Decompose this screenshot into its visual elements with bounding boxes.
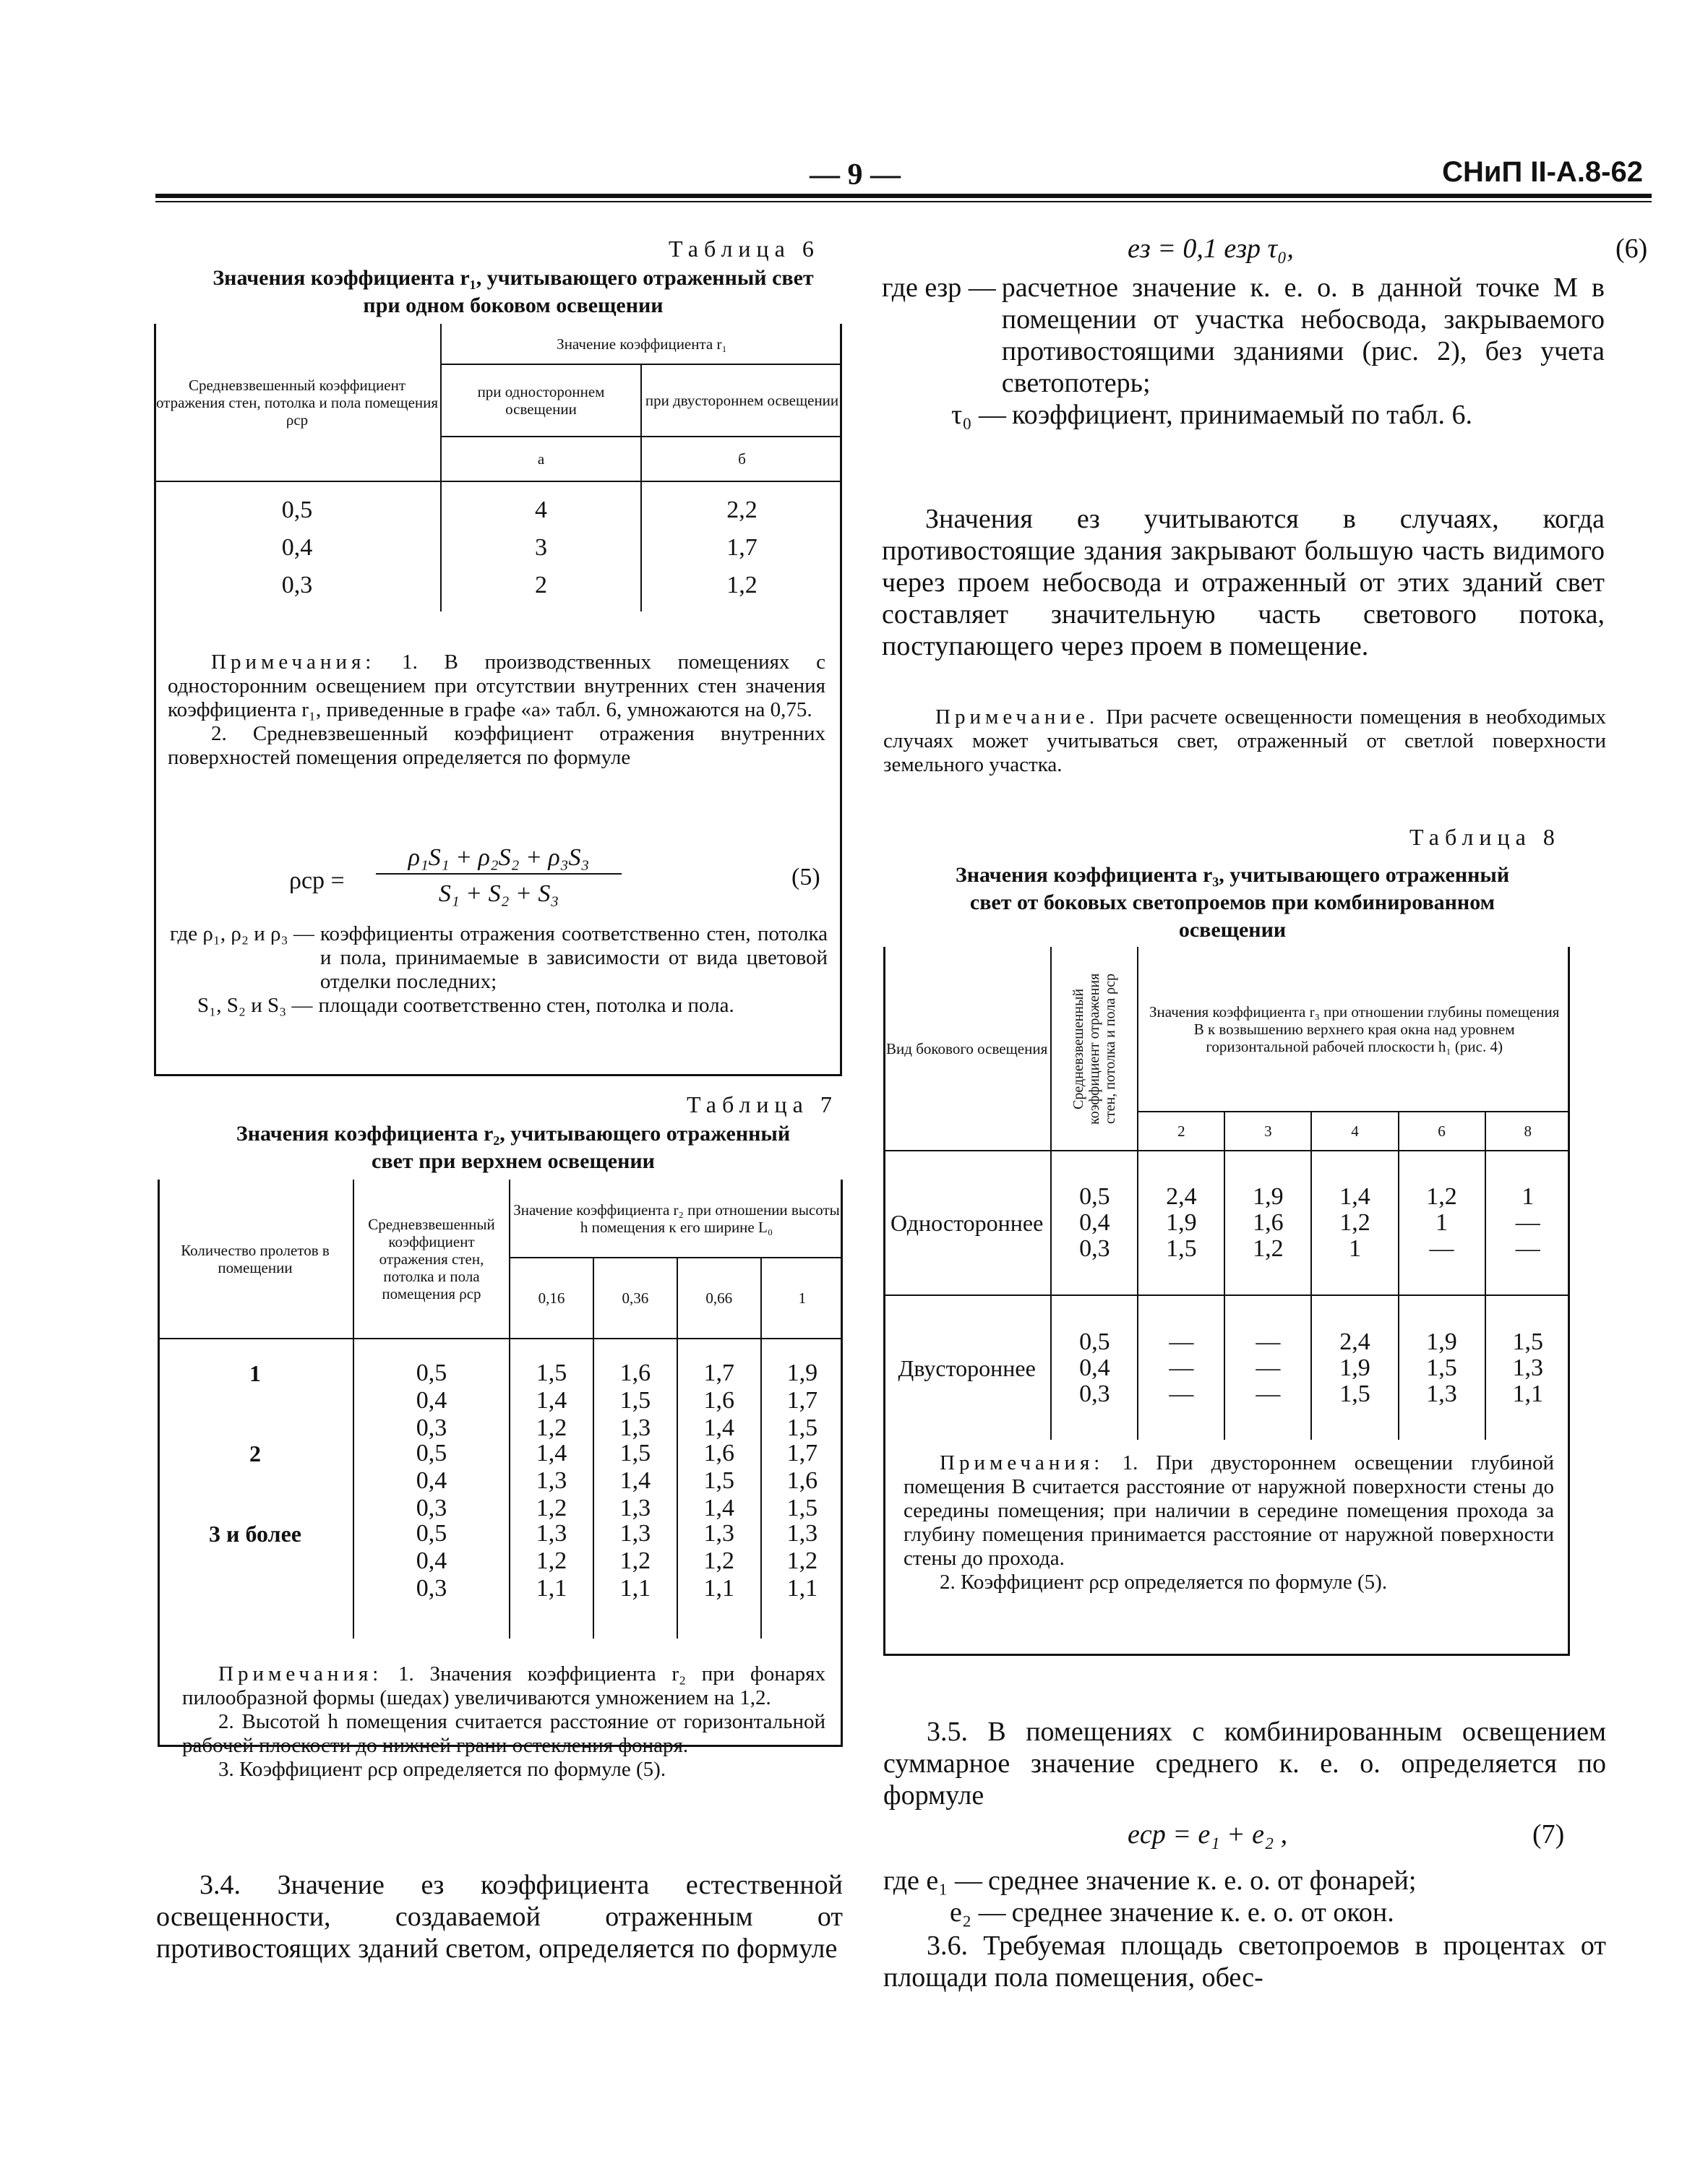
table7-ratio-2: 0,66 [677,1258,761,1339]
table7-value: 1,4 [619,1467,651,1494]
table7-rho-g2-2: 0,3 [416,1575,447,1602]
where7-term2: e₂ — [950,1897,1006,1928]
table8-g1-col-1 [1224,1295,1311,1440]
where7-desc2: среднее значение к. е. о. от окон. [1011,1897,1394,1928]
table8-value: 1,9 [1253,1183,1284,1210]
table7-value: 1,2 [536,1495,567,1521]
table7-value: 1,2 [536,1414,567,1441]
table8-value: 1,9 [1166,1209,1197,1236]
table8-value: 1,9 [1339,1354,1370,1381]
table8-value: 1,5 [1426,1354,1457,1381]
table8-ratio-0: 2 [1138,1112,1224,1151]
table8-value: 1,4 [1339,1183,1370,1210]
table7-rho-g0-1: 0,4 [416,1387,447,1414]
table8-rho-g1-0: 0,5 [1079,1328,1110,1355]
paragraph-3-5: 3.5. В помещениях с комбинированным освещением суммарное значение среднего к. е. о. определяется по формуле [883,1717,1606,1811]
table6-title: Значения коэффициента r₁, учитывающего отраженный свет при одном боковом освещении [213,266,814,317]
table8-g0-col-2 [1311,1151,1398,1295]
table8-rho-g1-1: 0,4 [1079,1354,1110,1381]
table7-value: 1,6 [786,1467,818,1494]
table7-value: 1,6 [619,1360,651,1386]
table8-g1-col-4 [1485,1295,1570,1440]
table8-value: 1,3 [1426,1380,1457,1407]
table8-value: — [1169,1354,1194,1381]
table7-spans-2: 3 и более [209,1521,301,1547]
table7-col-0 [510,1339,593,1639]
table7-value: 1,5 [619,1440,651,1467]
table6-b-1: 1,7 [726,534,758,561]
paragraph-3-6: 3.6. Требуемая площадь светопроемов в процентах от площади пола помещения, обес- [883,1931,1606,1993]
table7 [158,1180,843,1639]
table7-value: 1,4 [703,1495,734,1521]
paragraph-e3: Значения eз учитываются в случаях, когда противостоящие здания закрывают большую часть видимого через проем небосвода и отраженный от этих зданий свет составляет значительную часть светового потока, поступающего через проем в помещение. [882,504,1605,661]
formula5-denominator: S₁ + S₂ + S₃ [438,880,559,907]
table6-b-2: 1,2 [726,572,758,598]
table6-note1: 1. В производственных помещениях с односторонним освещением при отсутствии внутренних стен значения коэффициента r₁, приведенные в графе «а» табл. 6, умножаются на 0,75. [168,650,826,721]
table7-rho-g0-2: 0,3 [416,1414,447,1441]
table8-value: — [1256,1328,1281,1355]
where6-desc2: коэффициент, принимаемый по табл. 6. [1012,400,1472,430]
where6-term1: где eзр — [882,272,996,303]
table7-note3: 3. Коэффициент ρср определяется по формуле (5). [218,1758,666,1781]
table8-value: 1,2 [1253,1235,1284,1262]
table8-note2: 2. Коэффициент ρср определяется по формуле (5). [940,1571,1388,1594]
table6-rho-1: 0,4 [281,534,313,561]
table7-rho-g0-0: 0,5 [416,1360,447,1386]
table7-value: 1,1 [703,1575,734,1602]
table8-value: — [1256,1380,1281,1407]
table8-value: 1,5 [1166,1235,1197,1262]
table6-a-0: 4 [535,497,547,523]
table8-g0-col-4 [1485,1151,1570,1295]
where1-term: где ρ₁, ρ₂ и ρ₃ — [170,922,314,945]
header-rule [155,194,1652,198]
table6-col-a-sub: а [441,437,641,481]
table8-rho-g1-2: 0,3 [1079,1380,1110,1407]
formula7-number: (7) [1532,1819,1565,1850]
table7-value: 1,2 [536,1547,567,1574]
table7-value: 1,3 [619,1414,651,1441]
formula5-numerator: ρ₁S₁ + ρ₂S₂ + ρ₃S₃ [376,844,622,875]
table8 [883,947,1570,1440]
table8-g0-col-3 [1399,1151,1485,1295]
table7-value: 1,3 [786,1520,818,1547]
table7-value: 1,1 [536,1575,567,1602]
table8-ratio-1: 3 [1224,1112,1311,1151]
table7-value: 1,3 [619,1495,651,1521]
table7-value: 1,5 [536,1360,567,1386]
header-rule-thin [155,201,1652,202]
table8-value: — [1515,1235,1540,1262]
table7-value: 1,4 [536,1387,567,1414]
right-note-text: При расчете освещенности помещения в необходимых случаях может учитываться свет, отраженный от светлой поверхности земельного участка. [883,705,1606,776]
table7-rho-g2-1: 0,4 [416,1547,447,1574]
paragraph-3-4: 3.4. Значение eз коэффициента естественной освещенности, создаваемой отраженным от противостоящих зданий светом, определяется по формуле [156,1870,843,1964]
table8-value: — [1429,1235,1454,1262]
table6-a-2: 2 [535,572,547,598]
table8-ratio-4: 8 [1485,1112,1570,1151]
table7-value: 1,6 [703,1387,734,1414]
table8-g1-col-3 [1399,1295,1485,1440]
table8-value: 1,3 [1512,1354,1544,1381]
table8-ratio-2: 4 [1311,1112,1398,1151]
table8-value: — [1169,1380,1194,1407]
table6-group-header: Значение коэффициента r₁ [441,324,842,364]
table8-rho-g0-1: 0,4 [1079,1209,1110,1236]
table8-value: 1 [1348,1235,1361,1262]
table7-value: 1,3 [703,1520,734,1547]
table7-ratio-1: 0,36 [593,1258,677,1339]
table8-value: 1,6 [1253,1209,1284,1236]
table6-b-0: 2,2 [726,497,758,523]
table7-col-1 [593,1339,677,1639]
table7-value: 1,3 [536,1467,567,1494]
table8-g0-col-0 [1138,1151,1224,1295]
document-code: СНиП II-А.8-62 [1442,156,1643,188]
table8-value: 2,4 [1339,1328,1370,1355]
table8-col2-header: Средневзвешенный коэффициент отражения стен, потолка и пола ρср [1070,972,1119,1125]
table7-spans-1: 2 [249,1440,261,1467]
table7-value: 1,1 [786,1575,818,1602]
table8-g1-col-2 [1311,1295,1398,1440]
table7-rho-g1-0: 0,5 [416,1440,447,1467]
table8-g0-col-1 [1224,1151,1311,1295]
table8-label: Таблица 8 [1409,824,1561,850]
table7-value: 1,7 [786,1387,818,1414]
table7-value: 1,9 [786,1360,818,1386]
table7-col1-header: Количество пролетов в помещении [158,1180,353,1339]
table8-value: 1,1 [1512,1380,1544,1407]
table8-value: — [1169,1328,1194,1355]
table7-note1: 1. Значения коэффициента r₂ при фонарях пилообразной формы (шедах) увеличиваются умножением на 1,2. [182,1662,826,1709]
table7-value: 1,4 [703,1414,734,1441]
table7-value: 1,6 [703,1440,734,1467]
table7-value: 1,7 [703,1360,734,1386]
table8-value: 1 [1436,1209,1449,1236]
table8-col1-header: Вид бокового освещения [883,947,1051,1151]
table8-value: 1 [1522,1183,1535,1210]
table8-note-label: Примечания: [940,1451,1104,1474]
table7-value: 1,5 [786,1495,818,1521]
table8-group-header: Значения коэффициента r₃ при отношении глубины помещения B к возвышению верхнего края окна над уровнем горизонтальной рабочей плоскости h₁ (рис. 4) [1138,947,1570,1112]
table8-value: 1,5 [1339,1380,1370,1407]
formula6: eз = 0,1 eзр τ₀, [1128,233,1294,264]
table7-col-3 [761,1339,843,1639]
table7-value: 1,3 [536,1520,567,1547]
table8-value: — [1256,1354,1281,1381]
table7-value: 1,4 [536,1440,567,1467]
table8-value: 1,5 [1512,1328,1544,1355]
table6-note-label: Примечания: [211,650,376,674]
table7-title: Значения коэффициента r₂, учитывающего отраженный свет при верхнем освещении [236,1122,791,1173]
right-note-label: Примечание. [935,705,1099,729]
formula6-number: (6) [1615,233,1648,264]
table6 [154,324,842,611]
table7-col-2 [677,1339,761,1639]
table7-value: 1,1 [619,1575,651,1602]
table8-value: 2,4 [1166,1183,1197,1210]
formula5-number: (5) [791,864,820,890]
table7-value: 1,2 [619,1547,651,1574]
where2-term: S₁, S₂ и S₃ — [197,994,313,1017]
table8-rho-g0-2: 0,3 [1079,1235,1110,1262]
page-number: — 9 — [810,158,901,192]
where6-term2: τ₀ — [951,400,1007,430]
table8-value: 1,2 [1426,1183,1457,1210]
table8-value: — [1515,1209,1540,1236]
table8-rho-g0-0: 0,5 [1079,1183,1110,1210]
table7-value: 1,2 [786,1547,818,1574]
table7-label: Таблица 7 [687,1091,838,1117]
table8-title: Значения коэффициента r₃, учитывающего отраженный свет от боковых светопроемов при комбинированном освещении [955,863,1510,942]
table7-value: 1,7 [786,1440,818,1467]
table8-note1: 1. При двустороннем освещении глубиной помещения B считается расстояние от наружной поверхности стены до середины помещения; при наличии в середине помещения прохода за глубину помещения принимается расстояние от наружной поверхности стены до прохода. [904,1451,1555,1570]
table7-col2-header: Средневзвешенный коэффициент отражения стен, потолка и пола помещения ρср [353,1180,510,1339]
table6-a-1: 3 [535,534,547,561]
table6-col-b-header: при двустороннем освещении [641,364,842,437]
table7-rho-g1-1: 0,4 [416,1467,447,1494]
table8-value: 1,2 [1339,1209,1370,1236]
table8-ratio-3: 6 [1399,1112,1485,1151]
formula5-lhs: ρср = [289,867,345,894]
table7-spans-0: 1 [249,1360,261,1386]
table7-rho-g1-2: 0,3 [416,1495,447,1521]
where7-term1: где e₁ — [883,1865,983,1896]
table7-value: 1,5 [619,1387,651,1414]
where6-desc1: расчетное значение к. е. о. в данной точке M в помещении от участка небосвода, закрываемого противостоящими зданиями (рис. 2), без учета светопотерь; [1001,272,1605,398]
formula7: eср = e₁ + e₂ , [1128,1819,1288,1850]
table7-note-label: Примечания: [218,1662,383,1686]
table6-note2: 2. Средневзвешенный коэффициент отражения внутренних поверхностей помещения определяется по формуле [168,722,825,769]
table6-rho-0: 0,5 [281,497,313,523]
table6-col-b-sub: б [641,437,842,481]
table7-group-header: Значение коэффициента r₂ при отношении высоты h помещения к его ширине L₀ [510,1180,843,1258]
table7-value: 1,5 [786,1414,818,1441]
table6-col1-header: Средневзвешенный коэффициент отражения стен, потолка и пола помещения ρср [154,324,441,481]
table7-rho-g2-0: 0,5 [416,1520,447,1547]
table8-value: 1,9 [1426,1328,1457,1355]
table8-kind-1: Двустороннее [883,1295,1051,1440]
where2-text: площади соответственно стен, потолка и пола. [318,994,734,1017]
table8-g1-col-0 [1138,1295,1224,1440]
table7-ratio-3: 1 [761,1258,843,1339]
where1-text: коэффициенты отражения соответственно стен, потолка и пола, принимаемые в зависимости от вида цветовой отделки последних; [319,922,828,993]
table7-note2: 2. Высотой h помещения считается расстояние от горизонтальной рабочей плоскости до нижней грани остекления фонаря. [182,1710,825,1757]
table7-ratio-0: 0,16 [510,1258,593,1339]
table7-value: 1,5 [703,1467,734,1494]
table7-value: 1,3 [619,1520,651,1547]
table6-label: Таблица 6 [669,236,820,262]
where7-desc1: среднее значение к. е. о. от фонарей; [988,1865,1417,1896]
table7-value: 1,2 [703,1547,734,1574]
table8-kind-0: Одностороннее [883,1151,1051,1295]
table6-col-a-header: при одностороннем освещении [441,364,641,437]
table6-rho-2: 0,3 [281,572,313,598]
